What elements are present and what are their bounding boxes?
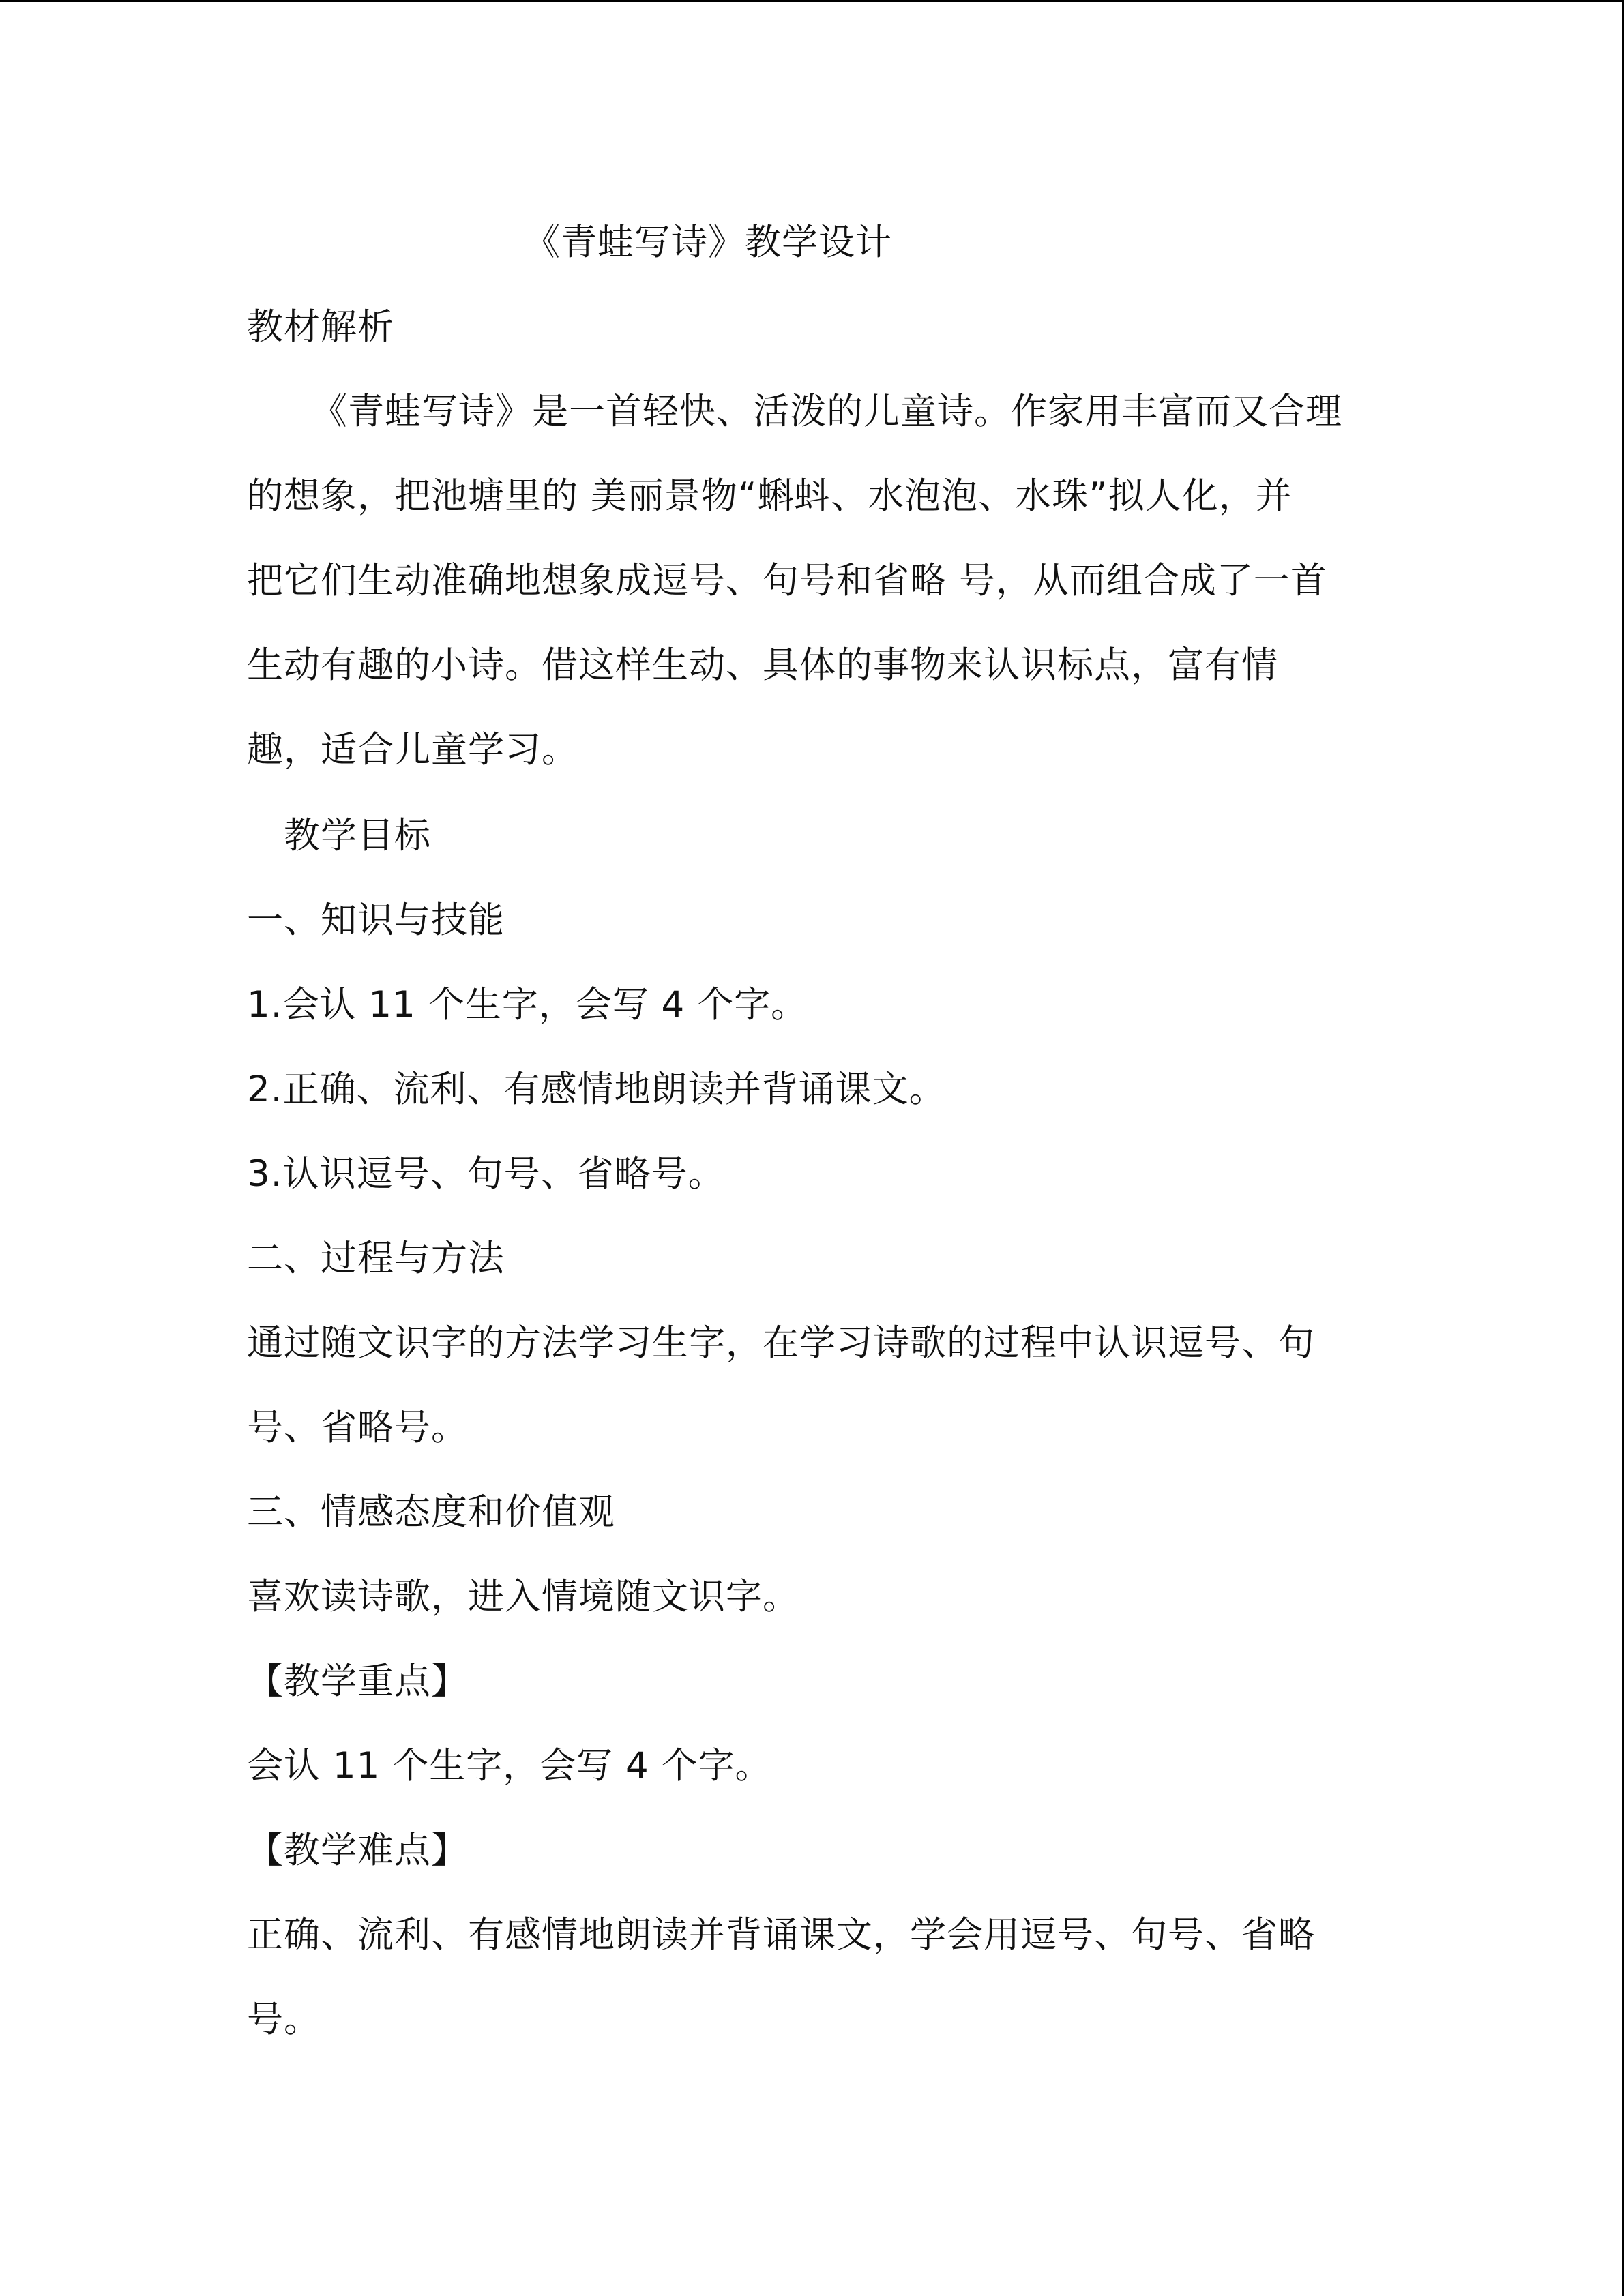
key-point-text: 会认 11 个生字，会写 4 个字。 [247, 1745, 772, 1787]
analysis-line: 生动有趣的小诗。借这样生动、具体的事物来认识标点，富有情 [247, 644, 1278, 686]
knowledge-heading: 一、知识与技能 [247, 899, 505, 941]
knowledge-list [247, 963, 1393, 1217]
process-heading: 二、过程与方法 [247, 1238, 505, 1279]
goals-heading: 教学目标 [284, 815, 431, 856]
process-line: 号、省略号。 [247, 1407, 468, 1448]
process-paragraph [247, 1301, 1393, 1470]
list-item: 2.正确、流利、有感情地朗读并背诵课文。 [247, 1069, 946, 1110]
emotion-text: 喜欢读诗歌，进入情境随文识字。 [247, 1576, 799, 1617]
analysis-line: 《青蛙写诗》是一首轻快、活泼的儿童诗。作家用丰富而又合理 [311, 391, 1342, 432]
analysis-line: 的想象，把池塘里的 美丽景物“蝌蚪、水泡泡、水珠”拟人化，并 [247, 475, 1293, 517]
analysis-paragraph [247, 370, 1393, 792]
process-line: 通过随文识字的方法学习生字，在学习诗歌的过程中认识逗号、句 [247, 1322, 1315, 1364]
analysis-heading: 教材解析 [247, 306, 394, 348]
key-point-heading: 【教学重点】 [247, 1660, 468, 1702]
analysis-line: 趣，适合儿童学习。 [247, 729, 578, 771]
analysis-line: 把它们生动准确地想象成逗号、句号和省略 号，从而组合成了一首 [247, 560, 1327, 601]
document-title: 《青蛙写诗》教学设计 [524, 222, 892, 263]
list-item: 3.认识逗号、句号、省略号。 [247, 1153, 725, 1195]
difficulty-line: 号。 [247, 1999, 321, 2040]
difficulty-line: 正确、流利、有感情地朗读并背诵课文，学会用逗号、句号、省略 [247, 1914, 1315, 1956]
list-item: 1.会认 11 个生字，会写 4 个字。 [247, 984, 808, 1026]
difficulty-paragraph [247, 1893, 1393, 2062]
emotion-heading: 三、情感态度和价值观 [247, 1491, 615, 1533]
difficulty-heading: 【教学难点】 [247, 1830, 468, 1871]
